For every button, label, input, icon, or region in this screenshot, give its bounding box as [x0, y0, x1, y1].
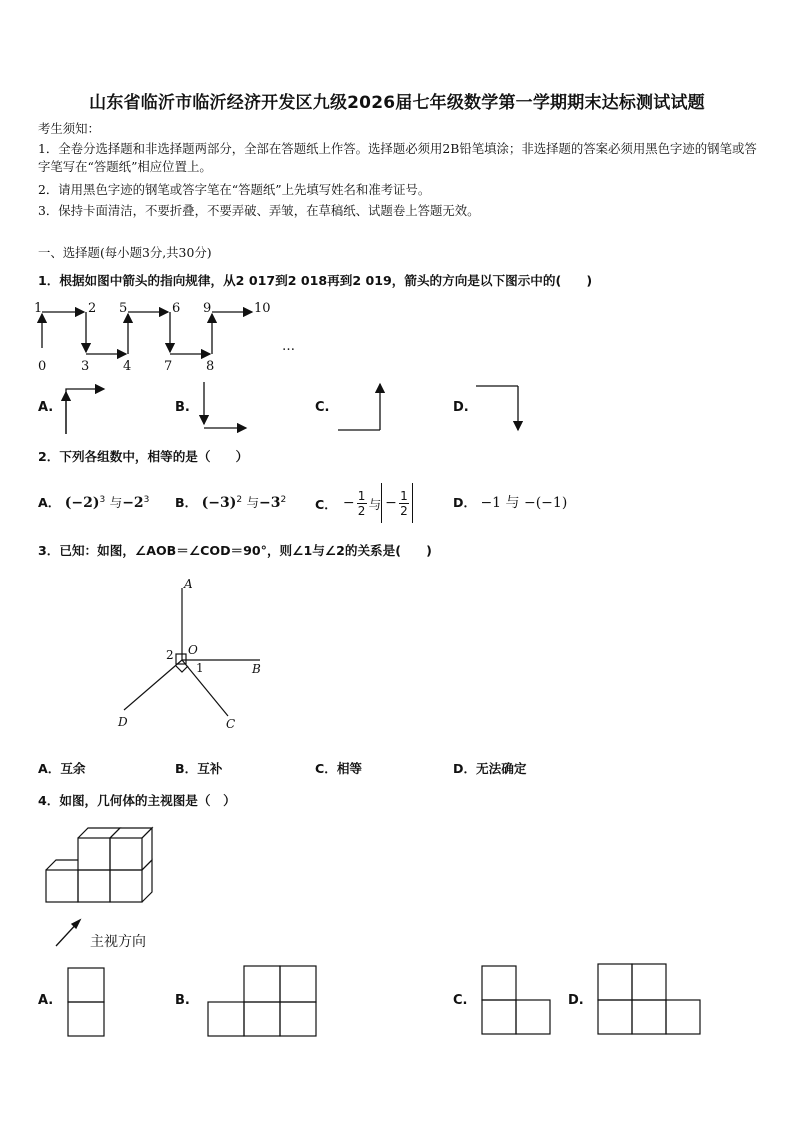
q2-c-abs-den: 2 — [400, 503, 408, 518]
q4-option-a-label[interactable]: A. — [38, 993, 54, 1008]
q1-option-c-label[interactable]: C. — [315, 400, 330, 415]
q1-option-a-figure — [60, 380, 112, 436]
num-10: 10 — [254, 301, 271, 316]
num-9: 9 — [203, 301, 212, 316]
num-4: 4 — [123, 359, 132, 374]
note-item-2: 2．请用黑色字迹的钢笔或答字笔在“答题纸”上先填写姓名和准考证号。 — [38, 182, 431, 197]
q1-option-d-label[interactable]: D. — [453, 400, 469, 415]
q2-option-d[interactable] — [453, 492, 567, 512]
label-c: C — [226, 717, 236, 731]
q1-option-b-figure — [198, 380, 254, 436]
q2-option-b-label: B． — [175, 495, 198, 510]
q2-option-d-label: D． — [453, 495, 477, 510]
q4-option-a-figure — [66, 966, 108, 1040]
q2-b-lhs-exp: 2 — [236, 494, 243, 505]
q4-option-d-figure — [596, 962, 706, 1038]
q2-c-den: 2 — [357, 503, 366, 518]
q4-option-c-figure — [480, 964, 554, 1038]
q2-a-lhs-exp: 3 — [99, 494, 106, 505]
num-8: 8 — [206, 359, 215, 374]
q3-option-b[interactable]: B．互补 — [175, 761, 223, 776]
note-item-3: 3．保持卡面清洁，不要折叠，不要弄破、弄皱，在草稿纸、试题卷上答题无效。 — [38, 203, 480, 218]
num-0: 0 — [38, 359, 47, 374]
notes-heading: 考生须知： — [38, 121, 100, 136]
page-title: 山东省临沂市临沂经济开发区九级2026届七年级数学第一学期期末达标测试试题 — [89, 93, 705, 113]
solid-figure — [40, 820, 170, 955]
q1-option-d-figure — [474, 380, 526, 436]
q2-b-mid: 与 — [246, 495, 260, 510]
num-5: 5 — [119, 301, 128, 316]
label-o: O — [188, 643, 198, 657]
q2-b-rhs: −3 — [259, 495, 281, 511]
num-6: 6 — [172, 301, 181, 316]
label-angle-1: 1 — [196, 661, 204, 675]
q2-option-c[interactable] — [315, 482, 413, 524]
q2-c-minus: − — [342, 495, 355, 511]
q1-option-a-label[interactable]: A. — [38, 400, 54, 415]
label-b: B — [252, 662, 261, 676]
q2-option-a[interactable] — [38, 492, 149, 511]
q2-c-abs-minus: − — [385, 495, 397, 511]
q4-option-b-figure — [206, 964, 320, 1040]
q4-option-b-label[interactable]: B. — [175, 993, 190, 1008]
q3-option-d[interactable]: D．无法确定 — [453, 761, 527, 776]
q1-option-b-label[interactable]: B. — [175, 400, 190, 415]
q2-option-c-label: C． — [315, 496, 337, 512]
question-2: 2．下列各组数中，相等的是（ ） — [38, 449, 249, 464]
note-item-1: 1．全卷分选择题和非选择题两部分，全部在答题纸上作答。选择题必须用2B铅笔填涂；非选择题的答案必须用黑色字迹的钢笔或答字笔写在“答题纸”相应位置上。 — [38, 141, 757, 174]
q2-a-rhs-exp: 3 — [143, 494, 150, 505]
q4-option-c-label[interactable]: C. — [453, 993, 468, 1008]
q2-c-absolute — [381, 483, 413, 523]
num-1: 1 — [34, 301, 43, 316]
label-angle-2: 2 — [166, 648, 174, 662]
q4-option-d-label[interactable]: D. — [568, 993, 584, 1008]
q2-c-fraction — [357, 489, 367, 518]
q2-c-num: 1 — [357, 488, 366, 503]
num-2: 2 — [88, 301, 97, 316]
q2-b-lhs: (−3) — [201, 495, 237, 511]
question-3: 3．已知：如图，∠AOB＝∠COD＝90°，则∠1与∠2的关系是( ) — [38, 543, 432, 558]
question-1: 1．根据如图中箭头的指向规律，从2 017到2 018再到2 019，箭头的方向是以下图示中的( ) — [38, 273, 593, 288]
q2-a-mid: 与 — [109, 495, 123, 510]
section-heading: 一、选择题(每小题3分,共30分) — [38, 245, 212, 260]
q3-option-c[interactable]: C．相等 — [315, 761, 363, 776]
num-7: 7 — [164, 359, 173, 374]
q3-option-a[interactable]: A．互余 — [38, 761, 86, 776]
question-4: 4．如图，几何体的主视图是（ ） — [38, 793, 236, 808]
arrow-pattern-figure — [30, 296, 350, 376]
q2-a-lhs: (−2) — [64, 495, 100, 511]
view-direction-label: 主视方向 — [90, 934, 146, 950]
angle-figure — [110, 574, 280, 734]
ellipsis: … — [282, 339, 295, 354]
q2-option-b[interactable] — [175, 492, 286, 511]
q2-c-mid: 与 — [368, 496, 382, 512]
q2-a-rhs: −2 — [122, 495, 144, 511]
q1-option-c-figure — [336, 378, 388, 436]
q2-option-a-label: A． — [38, 495, 61, 510]
q2-d-expr: −1 与 −(−1) — [480, 495, 568, 511]
label-d: D — [118, 715, 128, 729]
q2-b-rhs-exp: 2 — [280, 494, 287, 505]
label-a: A — [184, 577, 193, 591]
num-3: 3 — [81, 359, 90, 374]
q2-c-abs-num: 1 — [400, 488, 408, 503]
